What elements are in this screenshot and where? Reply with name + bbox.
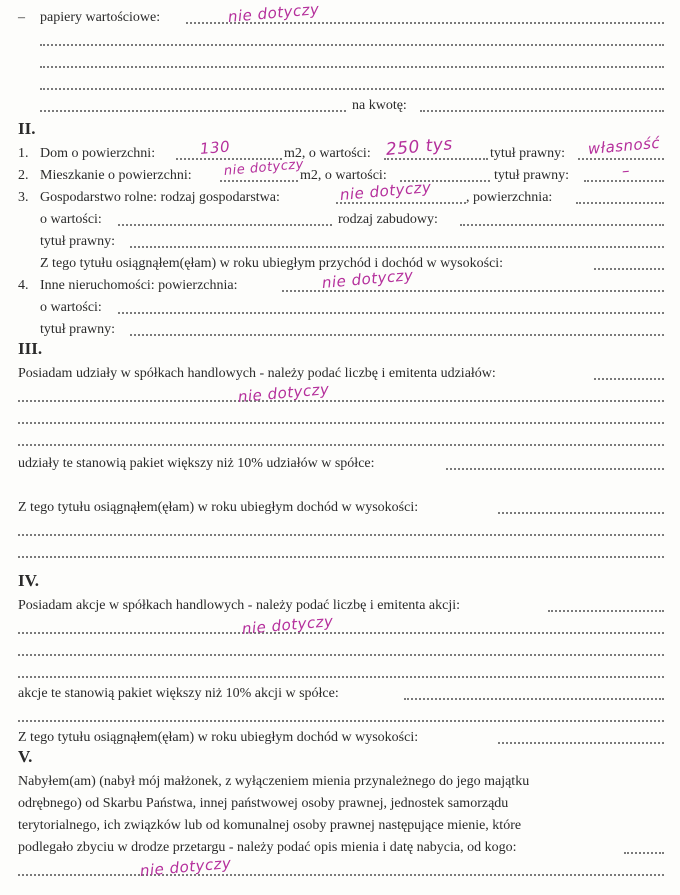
stocks-income-label: Z tego tytułu osiągnąłem(ęłam) w roku ubiegłym dochód w wysokości:	[18, 730, 419, 745]
house-value-handwriting: 250 tys	[385, 134, 454, 160]
farm-income-field[interactable]	[594, 268, 664, 270]
stocks-handwriting: nie dotyczy	[241, 612, 335, 638]
farm-handwriting: nie dotyczy	[339, 178, 433, 204]
shares-field-line[interactable]	[18, 422, 664, 424]
item-number: 1.	[18, 146, 29, 161]
shares-field-line[interactable]	[18, 444, 664, 446]
amount-field[interactable]	[420, 110, 664, 112]
shares-handwriting: nie dotyczy	[237, 380, 331, 406]
stocks-packet-field[interactable]	[404, 698, 664, 700]
flat-value-label: m2, o wartości:	[300, 168, 387, 183]
shares-income-field[interactable]	[498, 512, 664, 514]
stocks-income-field[interactable]	[498, 742, 664, 744]
amount-label: na kwotę:	[352, 98, 407, 113]
farm-building-field[interactable]	[460, 224, 664, 226]
acquisition-text-line: odrębnego) od Skarbu Państwa, innej państwowej osoby prawnej, jednostek samorządu	[18, 796, 509, 811]
stocks-packet-line[interactable]	[18, 720, 664, 722]
farm-area-label: , powierzchnia:	[466, 190, 553, 205]
other-handwriting: nie dotyczy	[321, 266, 415, 292]
flat-title-field[interactable]	[584, 180, 664, 182]
securities-field-line[interactable]	[40, 44, 664, 46]
shares-packet-label: udziały te stanowią pakiet większy niż 10% udziałów w spółce:	[18, 456, 375, 471]
shares-income-line[interactable]	[18, 534, 664, 536]
securities-field-line[interactable]	[40, 110, 346, 112]
shares-income-label: Z tego tytułu osiągnąłem(ęłam) w roku ubiegłym dochód w wysokości:	[18, 500, 419, 515]
other-title-field[interactable]	[130, 334, 664, 336]
section-iii-heading: III.	[18, 339, 43, 358]
flat-title-label: tytuł prawny:	[494, 168, 570, 183]
house-area-label: Dom o powierzchni:	[40, 146, 156, 161]
stocks-packet-label: akcje te stanowią pakiet większy niż 10% akcji w spółce:	[18, 686, 339, 701]
section-v-heading: V.	[18, 747, 33, 766]
section-iv-heading: IV.	[18, 571, 39, 590]
flat-title-handwriting: –	[621, 161, 631, 180]
shares-field-line[interactable]	[18, 400, 664, 402]
acquisition-text-line: terytorialnego, ich związków lub od komunalnej osoby prawnej następujące mienie, które	[18, 818, 522, 833]
flat-area-field[interactable]	[220, 180, 298, 182]
shares-label: Posiadam udziały w spółkach handlowych - należy podać liczbę i emitenta udziałów:	[18, 366, 496, 381]
securities-field-line[interactable]	[40, 88, 664, 90]
stocks-field[interactable]	[548, 610, 664, 612]
farm-area-field[interactable]	[576, 202, 664, 204]
stocks-label: Posiadam akcje w spółkach handlowych - należy podać liczbę i emitenta akcji:	[18, 598, 461, 613]
other-title-label: tytuł prawny:	[40, 322, 116, 337]
acquisition-field-line[interactable]	[18, 874, 664, 876]
house-title-label: tytuł prawny:	[490, 146, 566, 161]
other-value-field[interactable]	[118, 312, 664, 314]
farm-value-label: o wartości:	[40, 212, 102, 227]
shares-packet-field[interactable]	[446, 468, 664, 470]
farm-title-field[interactable]	[130, 246, 664, 248]
item-number: 2.	[18, 168, 29, 183]
acquisition-handwriting: nie dotyczy	[139, 854, 233, 880]
house-title-handwriting: własność	[587, 133, 661, 158]
farm-income-label: Z tego tytułu osiągnąłem(ęłam) w roku ubiegłym przychód i dochód w wysokości:	[40, 256, 504, 271]
stocks-field-line[interactable]	[18, 632, 664, 634]
farm-title-label: tytuł prawny:	[40, 234, 116, 249]
item-number: 4.	[18, 278, 29, 293]
other-area-label: Inne nieruchomości: powierzchnia:	[40, 278, 238, 293]
flat-handwriting: nie dotyczy	[223, 157, 305, 179]
list-dash: –	[18, 10, 25, 25]
house-value-label: m2, o wartości:	[284, 146, 371, 161]
flat-area-label: Mieszkanie o powierzchni:	[40, 168, 192, 183]
section-ii-heading: II.	[18, 119, 36, 138]
securities-field-line[interactable]	[40, 66, 664, 68]
acquisition-text-line: Nabyłem(am) (nabył mój małżonek, z wyłączeniem mienia przynależnego do jego majątku	[18, 774, 530, 789]
item-number: 3.	[18, 190, 29, 205]
stocks-field-line[interactable]	[18, 654, 664, 656]
securities-label: papiery wartościowe:	[40, 10, 161, 25]
other-value-label: o wartości:	[40, 300, 102, 315]
farm-value-field[interactable]	[118, 224, 332, 226]
stocks-field-line[interactable]	[18, 676, 664, 678]
house-title-field[interactable]	[578, 158, 664, 160]
farm-building-label: rodzaj zabudowy:	[338, 212, 438, 227]
acquisition-field[interactable]	[624, 852, 664, 854]
shares-income-line[interactable]	[18, 556, 664, 558]
acquisition-text-line: podlegało zbyciu w drodze przetargu - należy podać opis mienia i datę nabycia, od kogo:	[18, 840, 517, 855]
house-area-handwriting: 130	[199, 137, 231, 158]
shares-field[interactable]	[594, 378, 664, 380]
farm-type-label: Gospodarstwo rolne: rodzaj gospodarstwa:	[40, 190, 280, 205]
securities-handwriting: nie dotyczy	[227, 0, 321, 26]
